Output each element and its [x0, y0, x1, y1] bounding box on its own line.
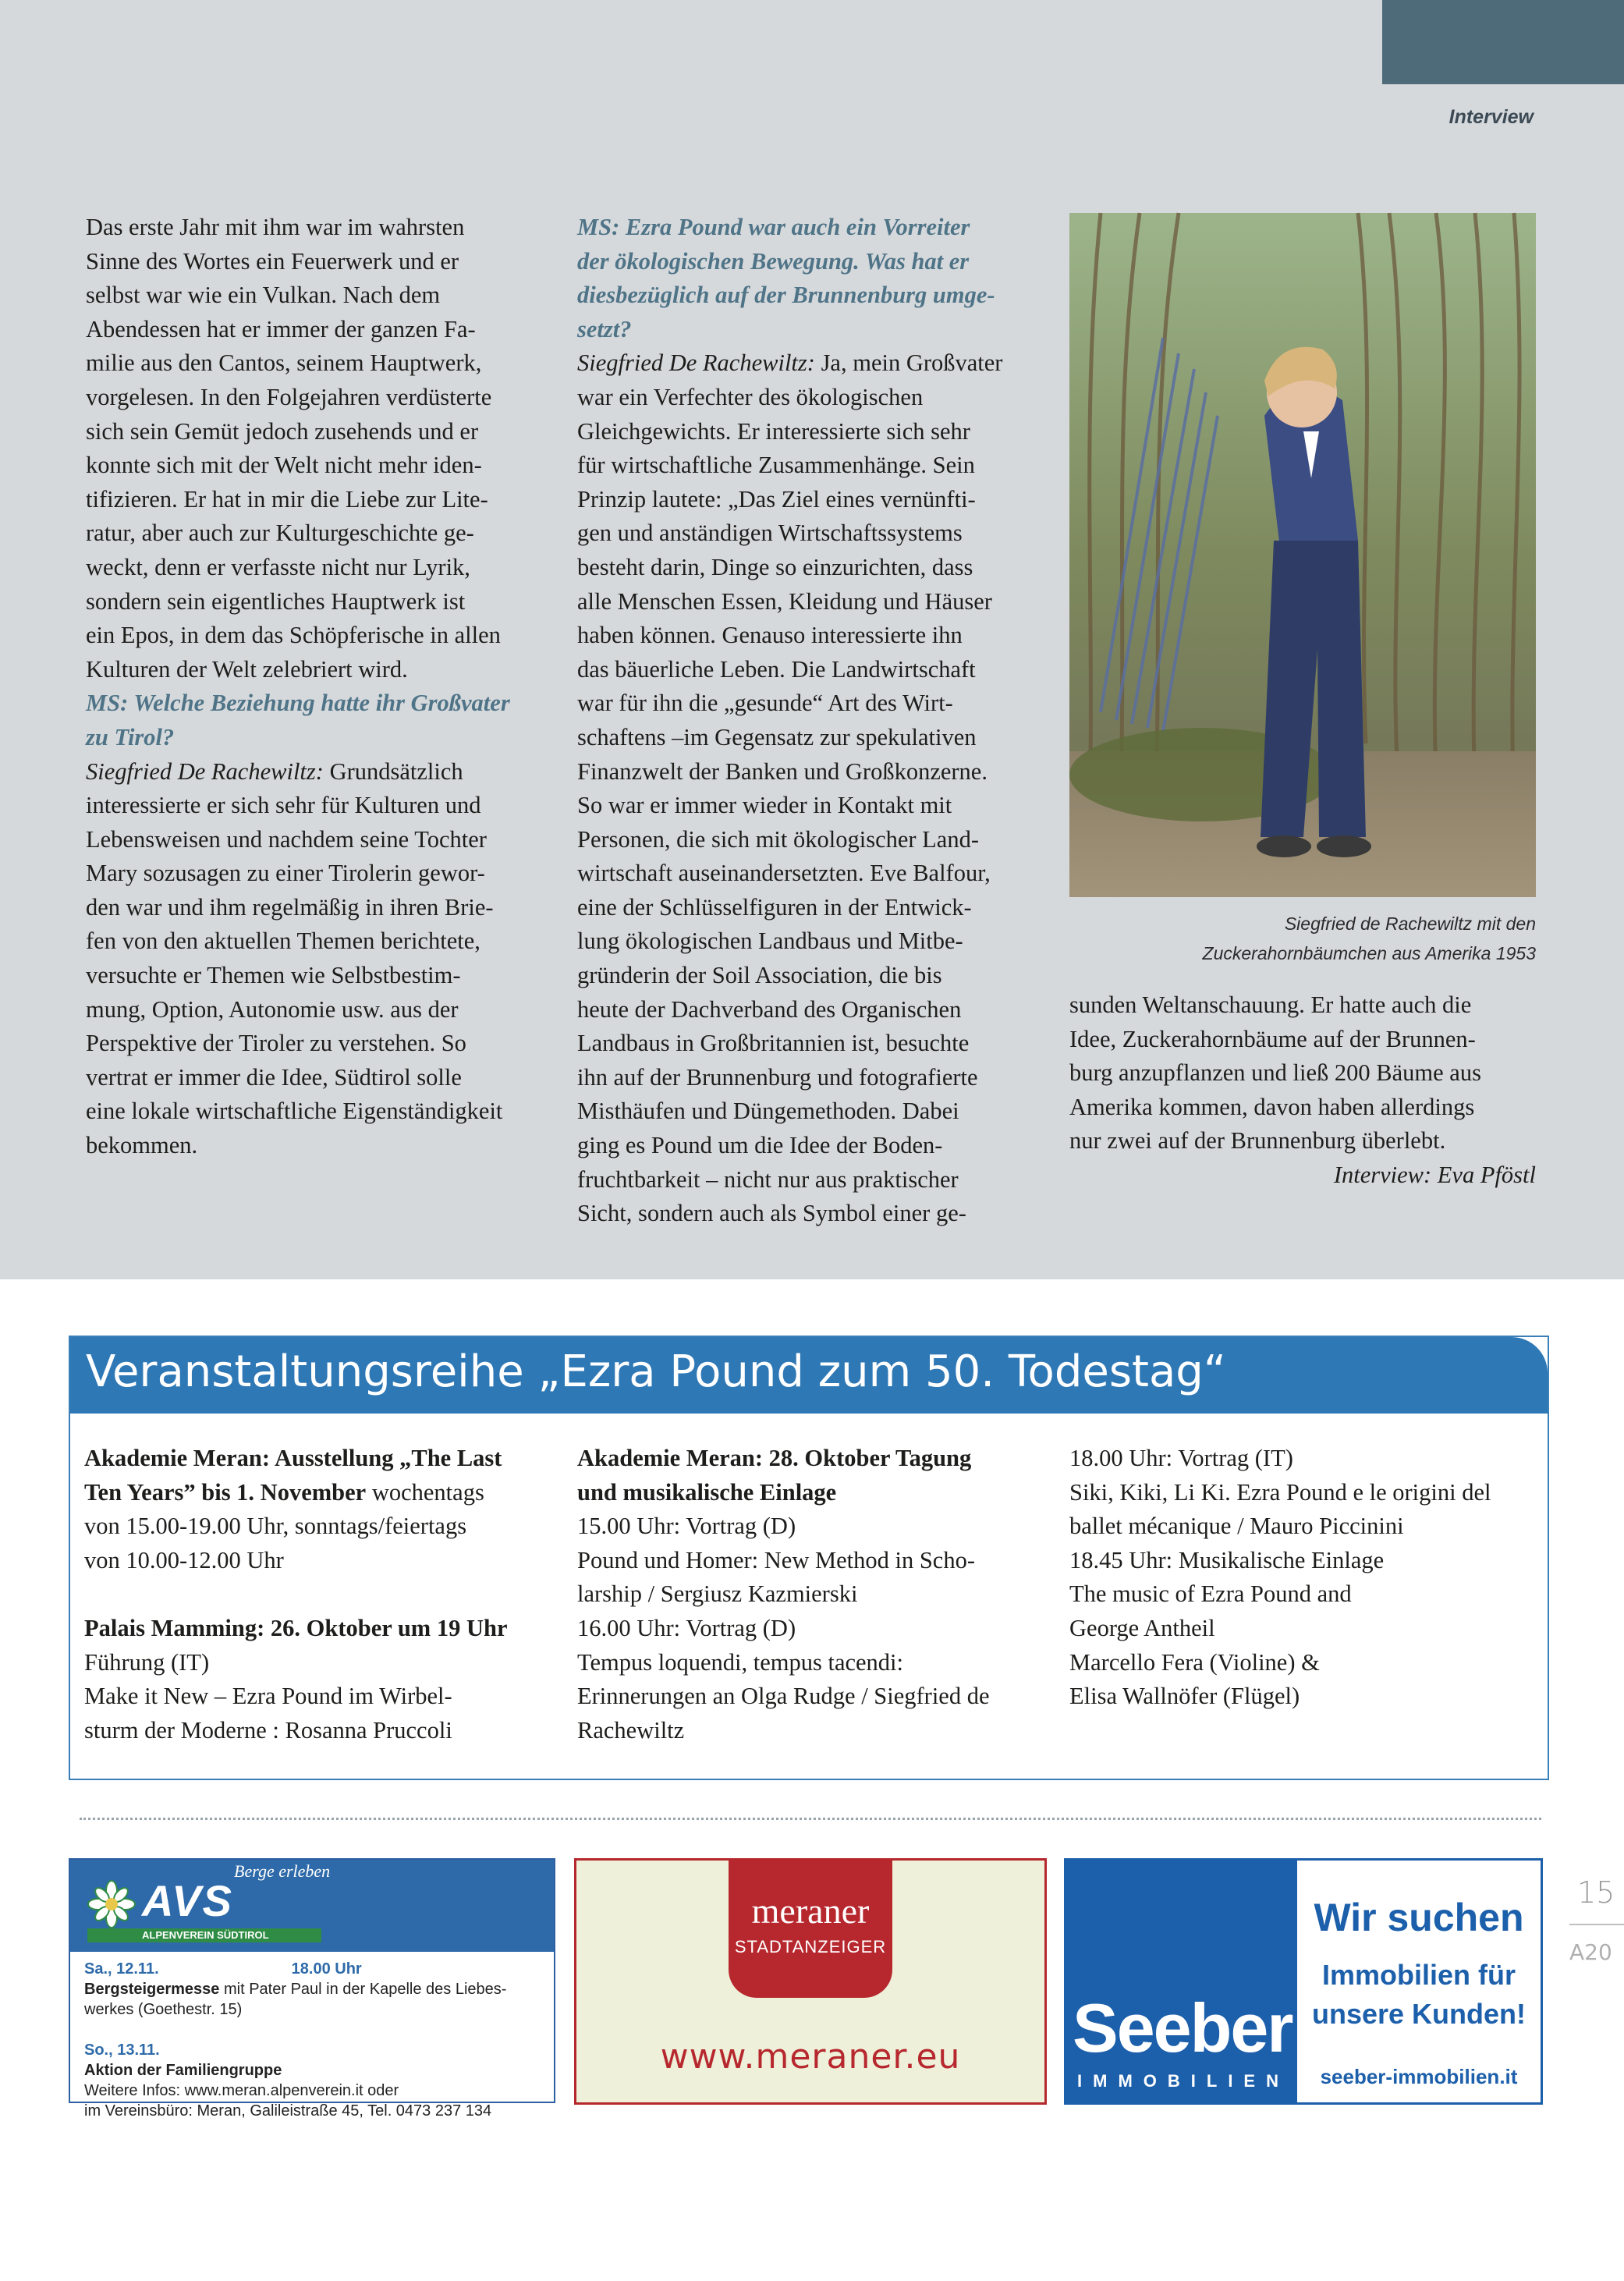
- event-line: ballet mécanique / Mauro Piccinini: [1069, 1513, 1404, 1540]
- paragraph-line: weckt, denn er verfasste nicht nur Lyrik,: [86, 553, 470, 580]
- paragraph-line: wirtschaft auseinandersetzten. Eve Balfour,: [577, 860, 991, 887]
- paragraph-line: gen und anständigen Wirtschaftssystems: [577, 520, 963, 547]
- event-line: [84, 1476, 560, 1510]
- paragraph-line: Sinne des Wortes ein Feuerwerk und er: [86, 247, 459, 275]
- event-title: Veranstaltungsreihe „Ezra Pound zum 50. Todestag“: [86, 1346, 1226, 1397]
- avs-date: So., 13.11.: [84, 2042, 160, 2059]
- paragraph-line: Idee, Zuckerahornbäume auf der Brunnen-: [1069, 1025, 1476, 1052]
- avs-event-text: Weitere Infos: www.meran.alpenverein.it oder: [84, 2082, 399, 2099]
- avs-event-text: im Vereinsbüro: Meran, Galileistraße 45, Tel. 0473 237 134: [84, 2102, 492, 2120]
- avs-header: [70, 1860, 554, 1952]
- paragraph-line: selbst war wie ein Vulkan. Nach dem: [86, 282, 441, 309]
- spacer: [84, 2020, 544, 2040]
- paragraph-line: vertrat er immer die Idee, Südtirol solle: [86, 1063, 462, 1091]
- avs-event-title: Aktion der Familiengruppe: [84, 2062, 282, 2079]
- paragraph-line: sunden Weltanschauung. Er hatte auch die: [1069, 992, 1472, 1018]
- meraner-logo: meraner: [751, 1891, 870, 1931]
- event-heading: Palais Mamming: 26. Oktober um 19 Uhr: [84, 1614, 508, 1641]
- caption-line: Zuckerahornbäumchen aus Amerika 1953: [1202, 943, 1536, 963]
- dotted-divider: [80, 1818, 1541, 1820]
- paragraph-line: das bäuerliche Leben. Die Landwirtschaft: [577, 655, 976, 683]
- event-line: Elisa Wallnöfer (Flügel): [1069, 1683, 1300, 1710]
- event-column-3: [1069, 1442, 1537, 1714]
- event-line: larship / Sergiusz Kazmierski: [577, 1580, 858, 1608]
- meraner-logo-box: [729, 1861, 892, 1998]
- paragraph-line: lung ökologischen Landbaus und Mitbe-: [577, 928, 963, 955]
- meraner-logo-sub: STADTANZEIGER: [734, 1937, 887, 1956]
- paragraph-line: Kulturen der Welt zelebriert wird.: [86, 655, 408, 683]
- paragraph-line: ein Epos, in dem das Schöpferische in allen: [86, 622, 501, 649]
- caption-line: Siegfried de Rachewiltz mit den: [1284, 913, 1536, 934]
- answer-text: Ja, mein Großvater: [814, 349, 1003, 377]
- paragraph-line: nur zwei auf der Brunnenburg überlebt.: [1069, 1127, 1446, 1155]
- question-line: setzt?: [577, 315, 632, 342]
- paragraph-line: den war und ihm regelmäßig in ihren Brie-: [86, 893, 494, 921]
- event-line: 18.00 Uhr: Vortrag (IT): [1069, 1445, 1293, 1471]
- event-line: 18.45 Uhr: Musikalische Einlage: [1069, 1546, 1385, 1573]
- event-text: wochentags: [366, 1478, 484, 1506]
- event-line: The music of Ezra Pound and: [1069, 1580, 1352, 1608]
- event-column-1: [84, 1442, 560, 1747]
- paragraph-line: eine der Schlüsselfiguren in der Entwick-: [577, 893, 972, 921]
- paragraph-line: war für ihn die „gesunde“ Art des Wirt-: [577, 690, 953, 717]
- event-line: George Antheil: [1069, 1614, 1215, 1641]
- paragraph-line: interessierte er sich sehr für Kulturen und: [86, 792, 481, 819]
- seeber-line: unsere Kunden!: [1311, 1998, 1526, 2030]
- question-line: der ökologischen Bewegung. Was hat er: [577, 247, 970, 275]
- header-tab: [1382, 0, 1624, 84]
- avs-ad[interactable]: [69, 1858, 555, 2120]
- edelweiss-icon: [87, 1880, 136, 1928]
- event-line: von 15.00-19.00 Uhr, sonntags/feiertags: [84, 1513, 467, 1540]
- paragraph-line: eine lokale wirtschaftliche Eigenständigkeit: [86, 1098, 503, 1125]
- paragraph-line: schaftens –im Gegensatz zur spekulativen: [577, 723, 977, 750]
- event-header: [70, 1337, 1548, 1414]
- event-heading: Ten Years” bis 1. November: [84, 1478, 367, 1506]
- page-code: A20: [1569, 1939, 1612, 1965]
- byline: Interview: Eva Pföstl: [1333, 1161, 1536, 1188]
- paragraph-line: versuchte er Themen wie Selbstbestim-: [86, 962, 461, 989]
- event-line: sturm der Moderne : Rosanna Pruccoli: [84, 1716, 452, 1744]
- paragraph-line: Sicht, sondern auch als Symbol einer ge-: [577, 1200, 966, 1227]
- answer-first-line: [577, 346, 1045, 381]
- paragraph-line: fruchtbarkeit – nicht nur aus praktischer: [577, 1165, 959, 1193]
- avs-org: ALPENVEREIN SÜDTIROL: [142, 1929, 269, 1941]
- paragraph-line: Lebensweisen und nachdem seine Tochter: [86, 825, 487, 853]
- avs-time: 18.00 Uhr: [291, 1960, 362, 1978]
- paragraph-line: Perspektive der Tiroler zu verstehen. So: [86, 1030, 466, 1057]
- paragraph-line: heute der Dachverband des Organischen: [577, 995, 962, 1023]
- paragraph-line: gründerin der Soil Association, die bis: [577, 962, 942, 989]
- avs-date: Sa., 12.11.: [84, 1960, 159, 1978]
- avs-logo: AVS: [142, 1876, 233, 1925]
- paragraph-line: Personen, die sich mit ökologischer Land-: [577, 825, 980, 853]
- paragraph-line: ratur, aber auch zur Kulturgeschichte ge-: [86, 520, 474, 547]
- seeber-line: Immobilien für: [1321, 1959, 1516, 1991]
- avs-event-title: Bergsteigermesse: [84, 1981, 220, 1998]
- meraner-url[interactable]: www.meraner.eu: [660, 2037, 961, 2077]
- paragraph-line: vorgelesen. In den Folgejahren verdüsterte: [86, 383, 492, 410]
- event-line: Pound und Homer: New Method in Scho-: [577, 1546, 975, 1573]
- event-line: Tempus loquendi, tempus tacendi:: [577, 1648, 904, 1676]
- photo-caption: [1069, 909, 1536, 968]
- paragraph-line: fen von den aktuellen Themen berichtete,: [86, 928, 480, 955]
- article-column-1: [86, 211, 554, 1163]
- event-line: Siki, Kiki, Li Ki. Ezra Pound e le origini del: [1069, 1478, 1491, 1506]
- paragraph-line: Mary sozusagen zu einer Tirolerin gewor-: [86, 860, 485, 887]
- paragraph-line: Das erste Jahr mit ihm war im wahrsten: [86, 214, 465, 240]
- paragraph-line: milie aus den Cantos, seinem Hauptwerk,: [86, 349, 482, 377]
- event-line: von 10.00-12.00 Uhr: [84, 1546, 284, 1573]
- event-line: Rachewiltz: [577, 1716, 685, 1744]
- paragraph-line: Misthäufen und Düngemethoden. Dabei: [577, 1098, 959, 1125]
- seeber-headline: Wir suchen: [1314, 1896, 1524, 1939]
- event-box: [69, 1336, 1549, 1780]
- paragraph-line: sondern sein eigentliches Hauptwerk ist: [86, 587, 466, 615]
- seeber-logo: Seeber: [1073, 1989, 1292, 2066]
- paragraph-line: alle Menschen Essen, Kleidung und Häuser: [577, 587, 992, 615]
- event-line: Make it New – Ezra Pound im Wirbel-: [84, 1683, 452, 1710]
- article-photo: [1069, 213, 1536, 897]
- question-line: zu Tirol?: [86, 723, 175, 750]
- paragraph-line: burg anzupflanzen und ließ 200 Bäume aus: [1069, 1059, 1481, 1087]
- seeber-url[interactable]: seeber-immobilien.it: [1320, 2065, 1518, 2088]
- paragraph-line: Abendessen hat er immer der ganzen Fa-: [86, 315, 476, 342]
- paragraph-line: So war er immer wieder in Kontakt mit: [577, 792, 952, 819]
- paragraph-line: ging es Pound um die Idee der Boden-: [577, 1132, 943, 1159]
- question-line: MS: Ezra Pound war auch ein Vorreiter: [577, 214, 970, 240]
- event-line: 16.00 Uhr: Vortrag (D): [577, 1614, 796, 1641]
- seeber-logo-sub: IMMOBILIEN: [1077, 2071, 1289, 2091]
- spacer: [84, 1577, 560, 1612]
- paragraph-line: Gleichgewichts. Er interessierte sich sehr: [577, 417, 970, 445]
- paragraph-line: Finanzwelt der Banken und Großkonzerne.: [577, 757, 988, 785]
- event-line: 15.00 Uhr: Vortrag (D): [577, 1513, 796, 1540]
- page-number: 15: [1577, 1875, 1615, 1910]
- paragraph-line: ihn auf der Brunnenburg und fotografierte: [577, 1063, 978, 1091]
- avs-event-text: mit Pater Paul in der Kapelle des Liebes-: [219, 1981, 507, 1998]
- question-line: MS: Welche Beziehung hatte ihr Großvater: [86, 690, 510, 717]
- event-column-2: [577, 1442, 1061, 1747]
- question-line: diesbezüglich auf der Brunnenburg umge-: [577, 282, 995, 309]
- event-line: Marcello Fera (Violine) &: [1069, 1648, 1320, 1676]
- page-rule: [1569, 1924, 1624, 1925]
- avs-tagline: Berge erleben: [234, 1861, 331, 1881]
- paragraph-line: besteht darin, Dinge so einzurichten, dass: [577, 553, 973, 580]
- answer-text: Grundsätzlich: [323, 757, 463, 785]
- event-heading: und musikalische Einlage: [577, 1478, 837, 1506]
- paragraph-line: bekommen.: [86, 1132, 198, 1159]
- seeber-ad[interactable]: [1064, 1858, 1543, 2105]
- paragraph-line: sich sein Gemüt jedoch zusehends und er: [86, 417, 479, 445]
- speaker-name: Siegfried De Rachewiltz:: [86, 757, 324, 785]
- paragraph-line: Amerika kommen, davon haben allerdings: [1069, 1093, 1475, 1120]
- event-line: Führung (IT): [84, 1648, 210, 1676]
- article-column-2: [577, 211, 1045, 1231]
- paragraph-line: war ein Verfechter des ökologischen: [577, 383, 924, 410]
- paragraph-line: Landbaus in Großbritannien ist, besuchte: [577, 1030, 970, 1057]
- paragraph-line: tifizieren. Er hat in mir die Liebe zur Lite-: [86, 485, 488, 513]
- paragraph-line: für wirtschaftliche Zusammenhänge. Sein: [577, 452, 975, 479]
- article-column-3: [1069, 988, 1536, 1193]
- event-heading: Akademie Meran: Ausstellung „The Last: [84, 1445, 502, 1471]
- paragraph-line: konnte sich mit der Welt nicht mehr iden-: [86, 452, 482, 479]
- avs-body: [84, 1959, 544, 2121]
- avs-event-text: werkes (Goethestr. 15): [84, 2001, 243, 2018]
- paragraph-line: Prinzip lautete: „Das Ziel eines vernünfti-: [577, 485, 976, 513]
- seeber-logo-panel: [1066, 1861, 1297, 2102]
- event-heading: Akademie Meran: 28. Oktober Tagung: [577, 1445, 972, 1471]
- paragraph-line: haben können. Genauso interessierte ihn: [577, 622, 963, 649]
- answer-first-line: [86, 755, 554, 789]
- speaker-name: Siegfried De Rachewiltz:: [577, 349, 815, 377]
- section-label: Interview: [1448, 106, 1534, 128]
- meraner-ad[interactable]: [574, 1858, 1047, 2105]
- event-line: Erinnerungen an Olga Rudge / Siegfried de: [577, 1683, 990, 1710]
- paragraph-line: mung, Option, Autonomie usw. aus der: [86, 995, 459, 1023]
